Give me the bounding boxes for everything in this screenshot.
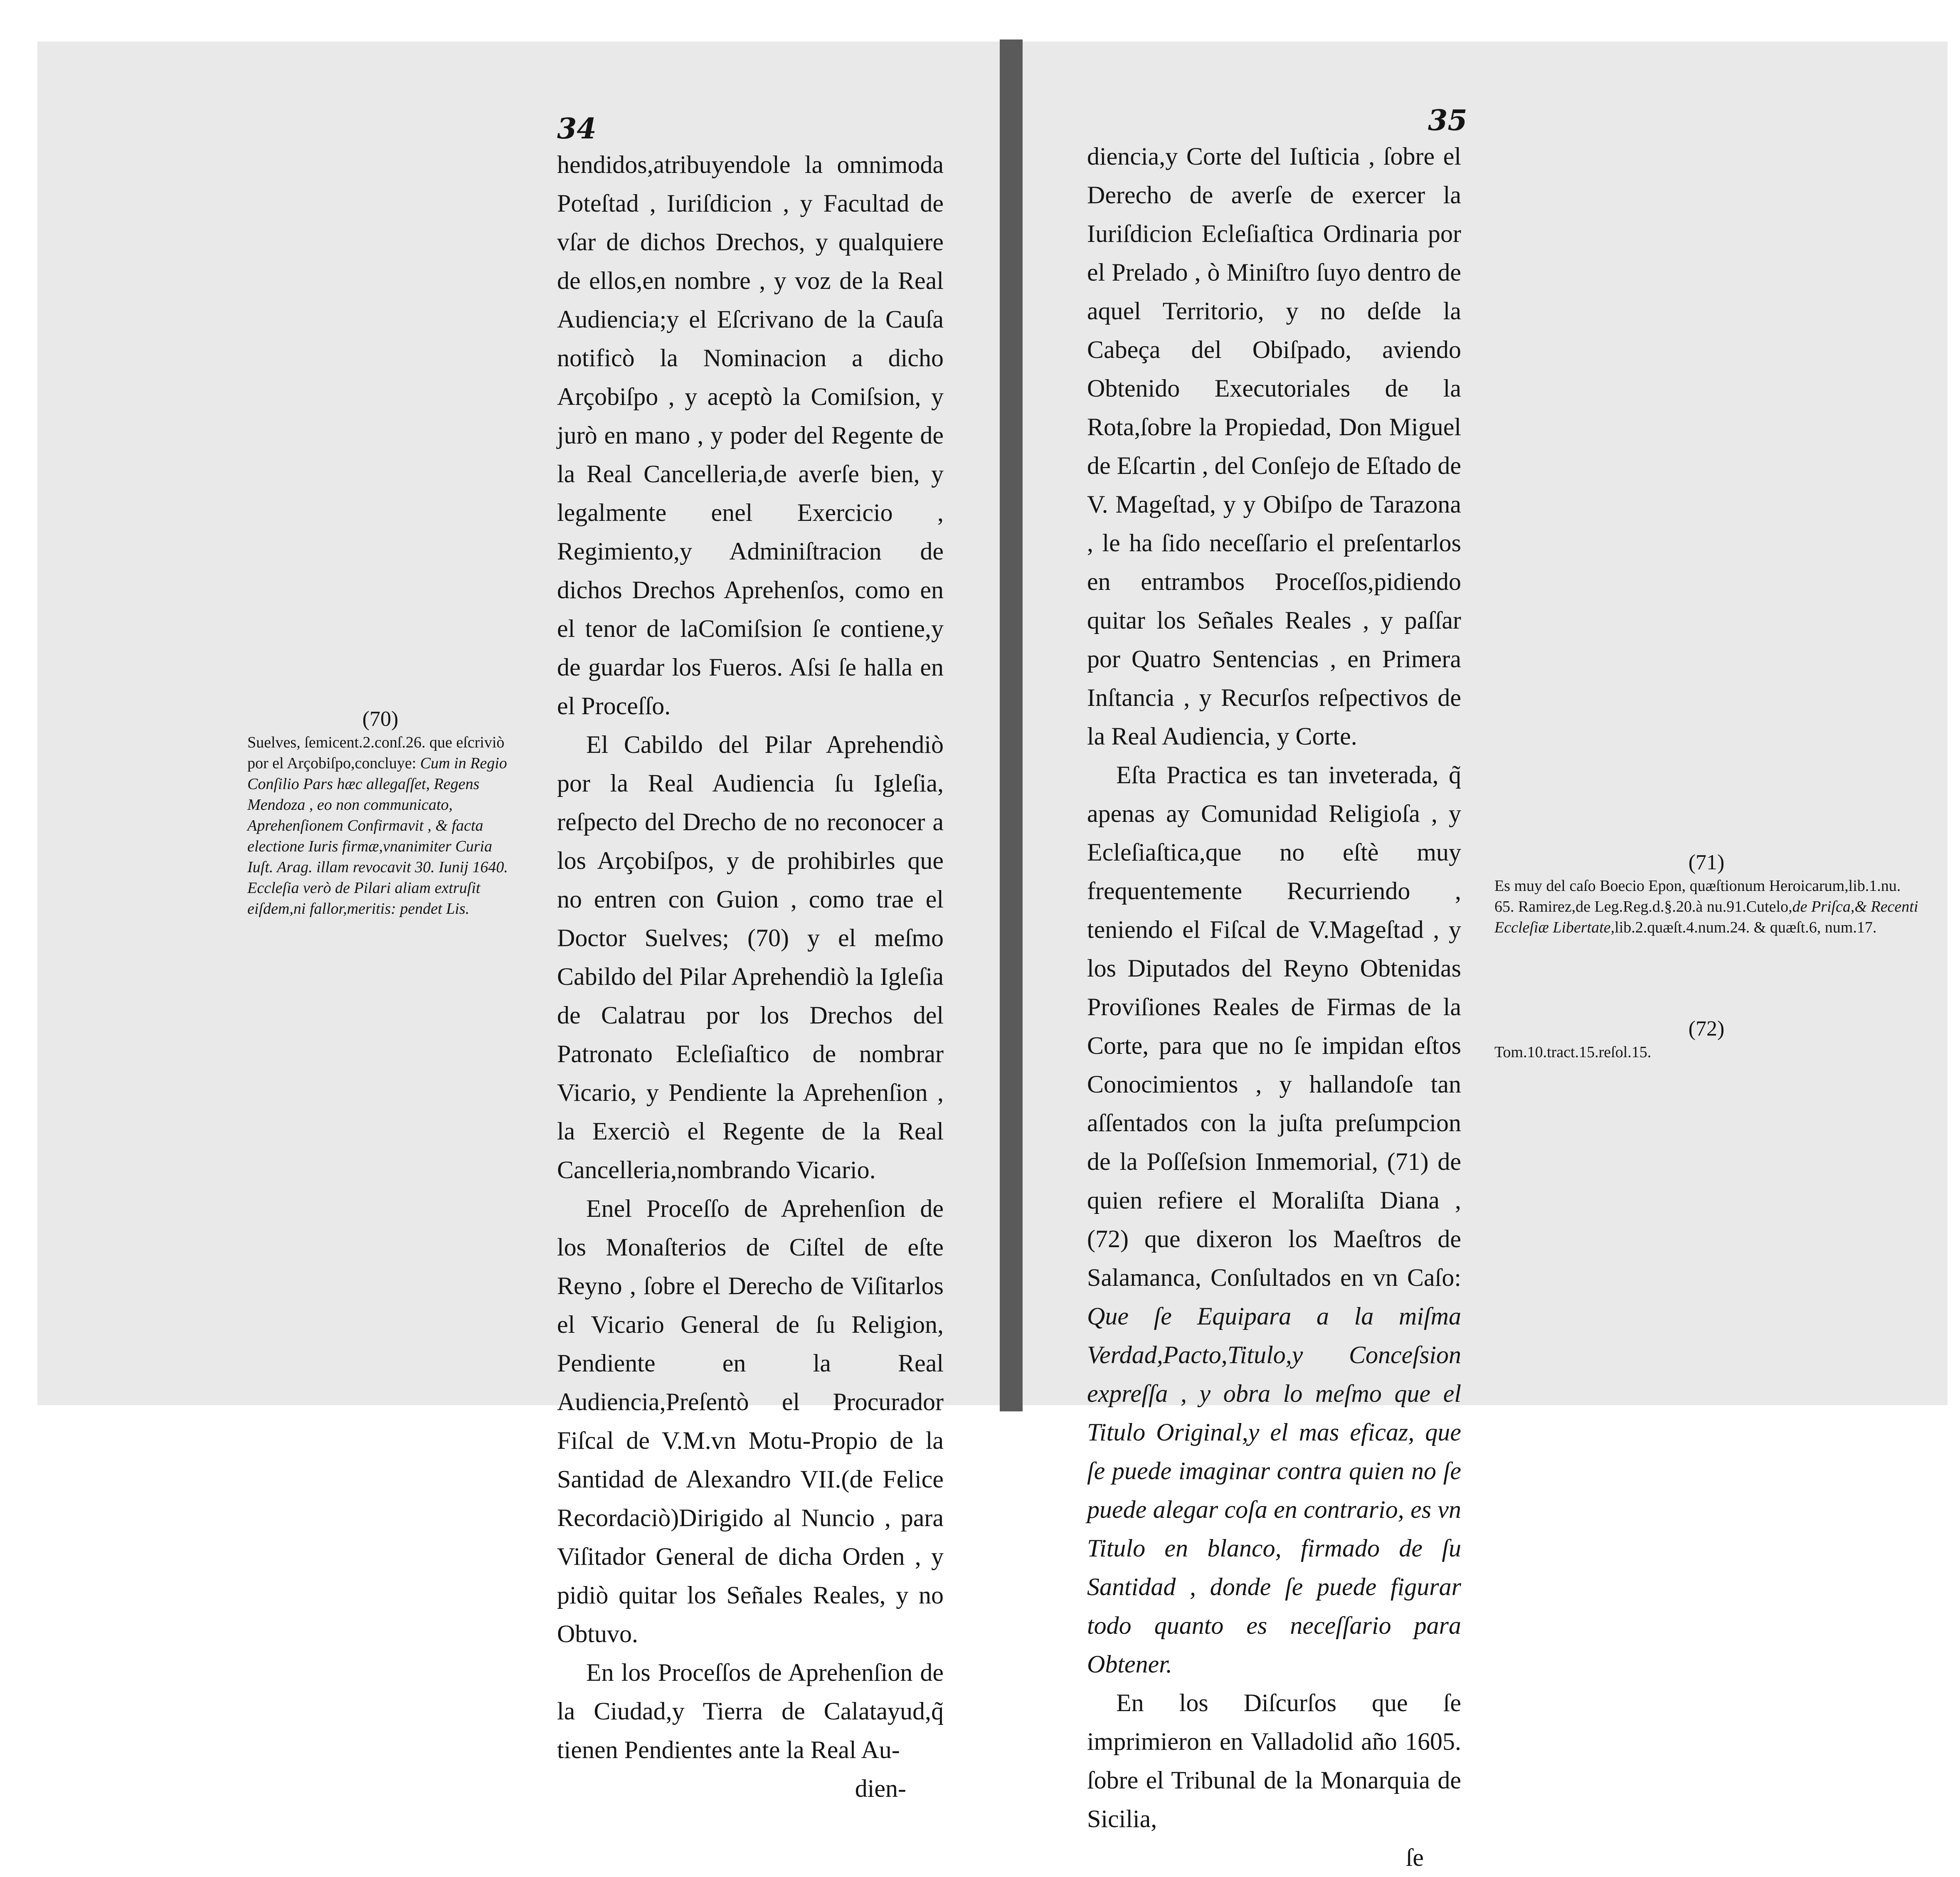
catchword-right: ſe (1405, 1844, 1424, 1871)
footnote-70-latin: Cum in Regio Conſilio Pars hæc allegaſſet, Regens Mendoza , eo non communicato, Aprehenſionem Confirmavit , & facta electione Iuris firmæ,vnanimiter Curia Iuſt. Arag. illam revocavit 30. Iunij 1640. Eccleſia verò de Pilari aliam extruſit eiſdem,ni fallor,meritis: pendet Lis. (247, 755, 508, 918)
paragraph-2: El Cabildo del Pilar Aprehendiò por la Real Audiencia ſu Igleſia, reſpecto del Drecho de no reconocer a los Arçobiſpos, y de prohibirles que no entren con Guion , como trae el Doctor Suelves; (70) y el meſmo Cabildo del Pilar Aprehendiò la Igleſia de Calatrau por los Drechos del Patronato Ecleſiaſtico de nombrar Vicario, y Pendiente la Aprehenſion , la Exerciò el Regente de la Real Cancelleria,nombrando Vicario. (557, 731, 944, 1184)
footnote-72-text: Tom.10.tract.15.reſol.15. (1494, 1043, 1652, 1061)
footnote-71-number: (71) (1688, 851, 1725, 874)
footnote-70-text: Suelves, ſemicent.2.conſ.26. que eſcriviò por el Arçobiſpo,concluye: (247, 734, 505, 772)
left-text-column (557, 146, 944, 1808)
right-text-column (1087, 137, 1461, 1877)
paragraph-4: En los Proceſſos de Aprehenſion de la Ciudad,y Tierra de Calatayud,q̃ tienen Pendientes ante la Real Au- (557, 1659, 944, 1764)
paragraph-1: hendidos,atribuyendole la omnimoda Poteſtad , Iuriſdicion , y Facultad de vſar de dichos Drechos, y qualquiere de ellos,en nombre , y voz de la Real Audiencia;y el Eſcrivano de la Cauſa notificò la Nominacion a dicho Arçobiſpo , y aceptò la Comiſsion, y jurò en mano , y poder del Regente de la Real Cancelleria,de averſe bien, y legalmente enel Exercicio , Regimiento,y Adminiſtracion de dichos Drechos Aprehenſos, como en el tenor de laComiſsion ſe contiene,y de guardar los Fueros. Aſsi ſe halla en el Proceſſo. (557, 151, 944, 720)
footnote-70 (247, 709, 513, 919)
paragraph-5: diencia,y Corte del Iuſticia , ſobre el Derecho de averſe de exercer la Iuriſdicion Ecleſiaſtica Ordinaria por el Prelado , ò Miniſtro ſuyo dentro de aquel Territorio, y no deſde la Cabeça del Obiſpado, aviendo Obtenido Executoriales de la Rota,ſobre la Propiedad, Don Miguel de Eſcartin , del Conſejo de Eſtado de V. Mageſtad, y y Obiſpo de Tarazona , le ha ſido neceſſario el preſentarlos en entrambos Proceſſos,pidiendo quitar los Señales Reales , y paſſar por Quatro Sentencias , en Primera Inſtancia , y Recurſos reſpectivos de la Real Audiencia, y Corte. (1087, 143, 1461, 750)
footnote-71-text-a: Es muy del caſo Boecio Epon, quæſtionum Heroicarum,lib.1.nu. 65. Ramirez,de Leg.Reg.d.§.20.à nu.91.Cutelo, (1494, 877, 1901, 915)
paragraph-3: Enel Proceſſo de Aprehenſion de los Monaſterios de Ciſtel de eſte Reyno , ſobre el Derecho de Viſitarlos el Vicario General de ſu Religion, Pendiente en la Real Audiencia,Preſentò el Procurador Fiſcal de V.M.vn Motu-Propio de la Santidad de Alexandro VII.(de Felice Recordaciò)Dirigido al Nuncio , para Viſitador General de dicha Orden , y pidiò quitar los Señales Reales, y no Obtuvo. (557, 1195, 944, 1648)
right-page-number: 35 (1428, 104, 1467, 137)
footnote-70-number: (70) (362, 707, 399, 731)
paragraph-6-quote: Que ſe Equipara a la miſma Verdad,Pacto,Titulo,y Conceſsion expreſſa , y obra lo meſmo que el Titulo Original,y el mas eficaz, que ſe puede imaginar contra quien no ſe puede alegar coſa en contrario, es vn Titulo en blanco, firmado de ſu Santidad , donde ſe puede figurar todo quanto es neceſſario para Obtener. (1087, 1302, 1461, 1678)
footnote-71-text-c: lib.2.quæſt.4.num.24. & quæſt.6, num.17. (1615, 919, 1877, 936)
footnote-72 (1494, 1019, 1918, 1063)
footnote-71 (1494, 852, 1918, 938)
footnote-71-title: de Priſca,& Recenti Eccleſiæ Libertate, (1494, 898, 1918, 936)
catchword-left: dien- (855, 1775, 906, 1802)
left-page-number: 34 (557, 112, 597, 146)
footnote-72-number: (72) (1688, 1017, 1725, 1041)
paragraph-6-text: Eſta Practica es tan inveterada, q̃ apenas ay Comunidad Religioſa , y Ecleſiaſtica,que no eſtè muy frequentemente Recurriendo , teniendo el Fiſcal de V.Mageſtad , y los Diputados del Reyno Obtenidas Proviſiones Reales de Firmas de la Corte, para que no ſe impidan eſtos Conocimientos , y hallandoſe tan aſſentados con la juſta preſumpcion de la Poſſeſsion Inmemorial, (71) de quien refiere el Moraliſta Diana , (72) que dixeron los Maeſtros de Salamanca, Conſultados en vn Caſo: (1087, 761, 1461, 1291)
book-gutter (1000, 39, 1023, 1411)
paragraph-6 (1087, 756, 1461, 1684)
paragraph-7: En los Diſcurſos que ſe imprimieron en Valladolid año 1605. ſobre el Tribunal de la Monarquia de Sicilia, (1087, 1689, 1461, 1833)
